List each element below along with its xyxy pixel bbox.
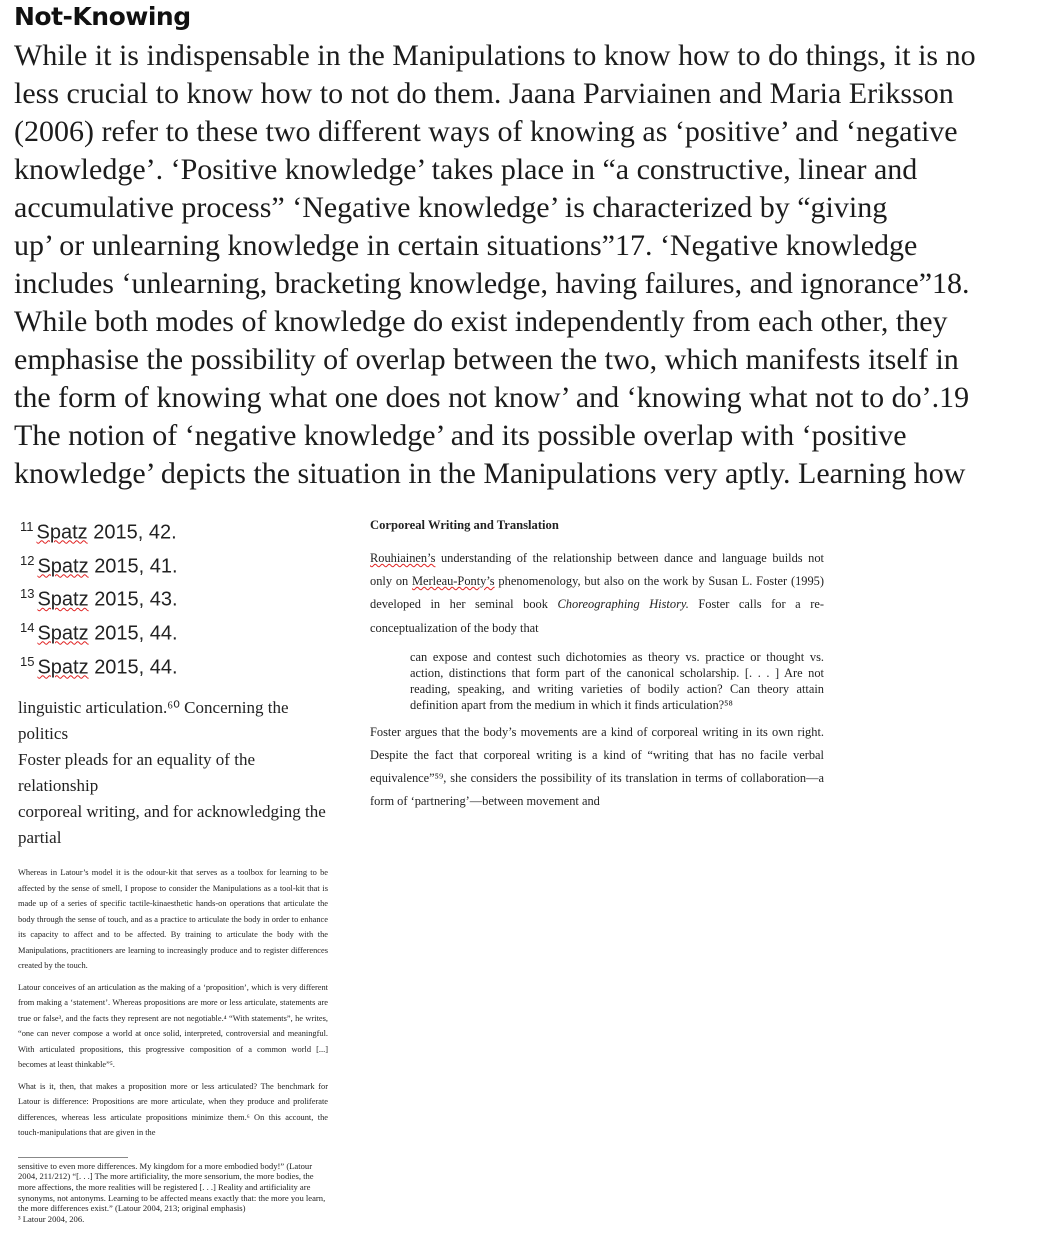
fragment-line: linguistic articulation.⁶⁰ Concerning the politics bbox=[18, 698, 289, 744]
body-line: includes ‘unlearning, bracketing knowledge, having failures, and ignorance”18. bbox=[14, 267, 970, 300]
body-line: less crucial to know how to not do them. Jaana Parviainen and Maria Eriksson bbox=[14, 77, 954, 110]
body-line: The notion of ‘negative knowledge’ and its possible overlap with ‘positive bbox=[14, 419, 907, 452]
body-line: knowledge’ depicts the situation in the Manipulations very aptly. Learning how bbox=[14, 457, 966, 490]
left-excerpt-column bbox=[14, 513, 334, 1224]
footnote: $^{13}$ Spatz 2015, 43. bbox=[20, 586, 178, 611]
footnote: $^{11}$ Spatz 2015, 42. bbox=[20, 519, 177, 544]
footnote-3: ³ Latour 2004, 206. bbox=[18, 1213, 85, 1224]
footnote-text: sensitive to even more differences. My kingdom for a more embodied body!” (Latour 2004, 211/212) “[. . .] The more artificiality, the more sensorium, the more bodies, the more affections, the more realities will be registered [. . .] Reality and artificiality are synonyms, not antonyms. Learning to be affected means exactly that: the more you learn, the more differences exist.” (Latour 2004, 213; original emphasis) bbox=[18, 1160, 326, 1214]
body-line: emphasise the possibility of overlap between the two, which manifests itself in bbox=[14, 343, 959, 376]
background-document bbox=[0, 37, 1064, 503]
linguistic-fragment bbox=[14, 695, 334, 851]
body-line: (2006) refer to these two different ways of knowing as ‘positive’ and ‘negative bbox=[14, 115, 958, 148]
corporeal-writing-section bbox=[364, 513, 832, 814]
section-heading: Corporeal Writing and Translation bbox=[370, 518, 559, 532]
body-line: knowledge’. ‘Positive knowledge’ takes place in “a constructive, linear and bbox=[14, 153, 918, 186]
block-quote: can expose and contest such dichotomies as theory vs. practice or thought vs. action, distinctions that form part of the canonical scholarship. [. . . ] Are not reading, speaking, and writing varieties of bodily action? Can theory attain definition apart from the medium in which it finds articulation?⁵⁸ bbox=[410, 649, 824, 712]
footnote-divider bbox=[18, 1157, 128, 1158]
footnote: $^{15}$ Spatz 2015, 44. bbox=[20, 653, 178, 679]
body-line: accumulative process” ‘Negative knowledge’ is characterized by “giving bbox=[14, 191, 888, 224]
latour-excerpt bbox=[14, 865, 332, 1224]
intro-paragraph: Rouhiainen’s understanding of the relationship between dance and language builds not only on Merleau-Ponty’s phenomenology, but also on the work by Susan L. Foster (1995) developed in her seminal book Choreographing History. Foster calls for a re-conceptualization of the body that bbox=[370, 551, 824, 635]
footnote: $^{14}$ Spatz 2015, 44. bbox=[20, 619, 178, 645]
excerpt-area bbox=[0, 503, 1064, 1244]
page-title: Not-Knowing bbox=[14, 2, 191, 31]
body-line: While it is indispensable in the Manipulations to know how to do things, it is no bbox=[14, 39, 976, 72]
spatz-footnotes bbox=[14, 513, 334, 681]
footnote: $^{12}$ Spatz 2015, 41. bbox=[20, 552, 178, 578]
body-line: While both modes of knowledge do exist independently from each other, they bbox=[14, 305, 948, 338]
fragment-line: Foster pleads for an equality of the relationship bbox=[18, 750, 255, 796]
body-line: the form of knowing what one does not know’ and ‘knowing what not to do’.19 bbox=[14, 381, 970, 414]
paragraph: Latour conceives of an articulation as the making of a ‘proposition’, which is very different from making a ‘statement’. Whereas propositions are more or less articulate, statements are true or false³, and the facts they represent are not negotiable.⁴ “With statements”, he writes, “one can never compose a world at once solid, interpreted, controversial and meaningful. With articulated propositions, this progressive composition of a common world [...] becomes at least thinkable”⁵. bbox=[18, 982, 328, 1070]
body-line: up’ or unlearning knowledge in certain situations”17. ‘Negative knowledge bbox=[14, 229, 918, 262]
paragraph: What is it, then, that makes a proposition more or less articulated? The benchmark for Latour is difference: Propositions are more articulate, when they produce and proliferate differences, whereas less articulate propositions minimize them.⁶ On this account, the touch-manipulations that are given in the bbox=[18, 1081, 328, 1138]
paragraph: Foster argues that the body’s movements are a kind of corporeal writing in its own right. Despite the fact that corporeal writing is a kind of “writing that has no facile verbal equivalence”⁵⁹, she considers the possibility of its translation in terms of collaboration—a form of ‘partnering’—between movement and bbox=[370, 724, 824, 809]
paragraph: Whereas in Latour’s model it is the odour-kit that serves as a toolbox for learning to be affected by the sense of smell, I propose to consider the Manipulations as a tool-kit that is made up of a series of specific tactile-kinaesthetic hands-on operations that articulate the body through the sense of touch, and as a practice to articulate the body in order to enhance its capacity to affect and to be affected. By training to articulate the body with the Manipulations, practitioners are learning to increasingly produce and to register differences created by the touch. bbox=[18, 868, 328, 971]
fragment-line: corporeal writing, and for acknowledging the partial bbox=[18, 802, 326, 848]
